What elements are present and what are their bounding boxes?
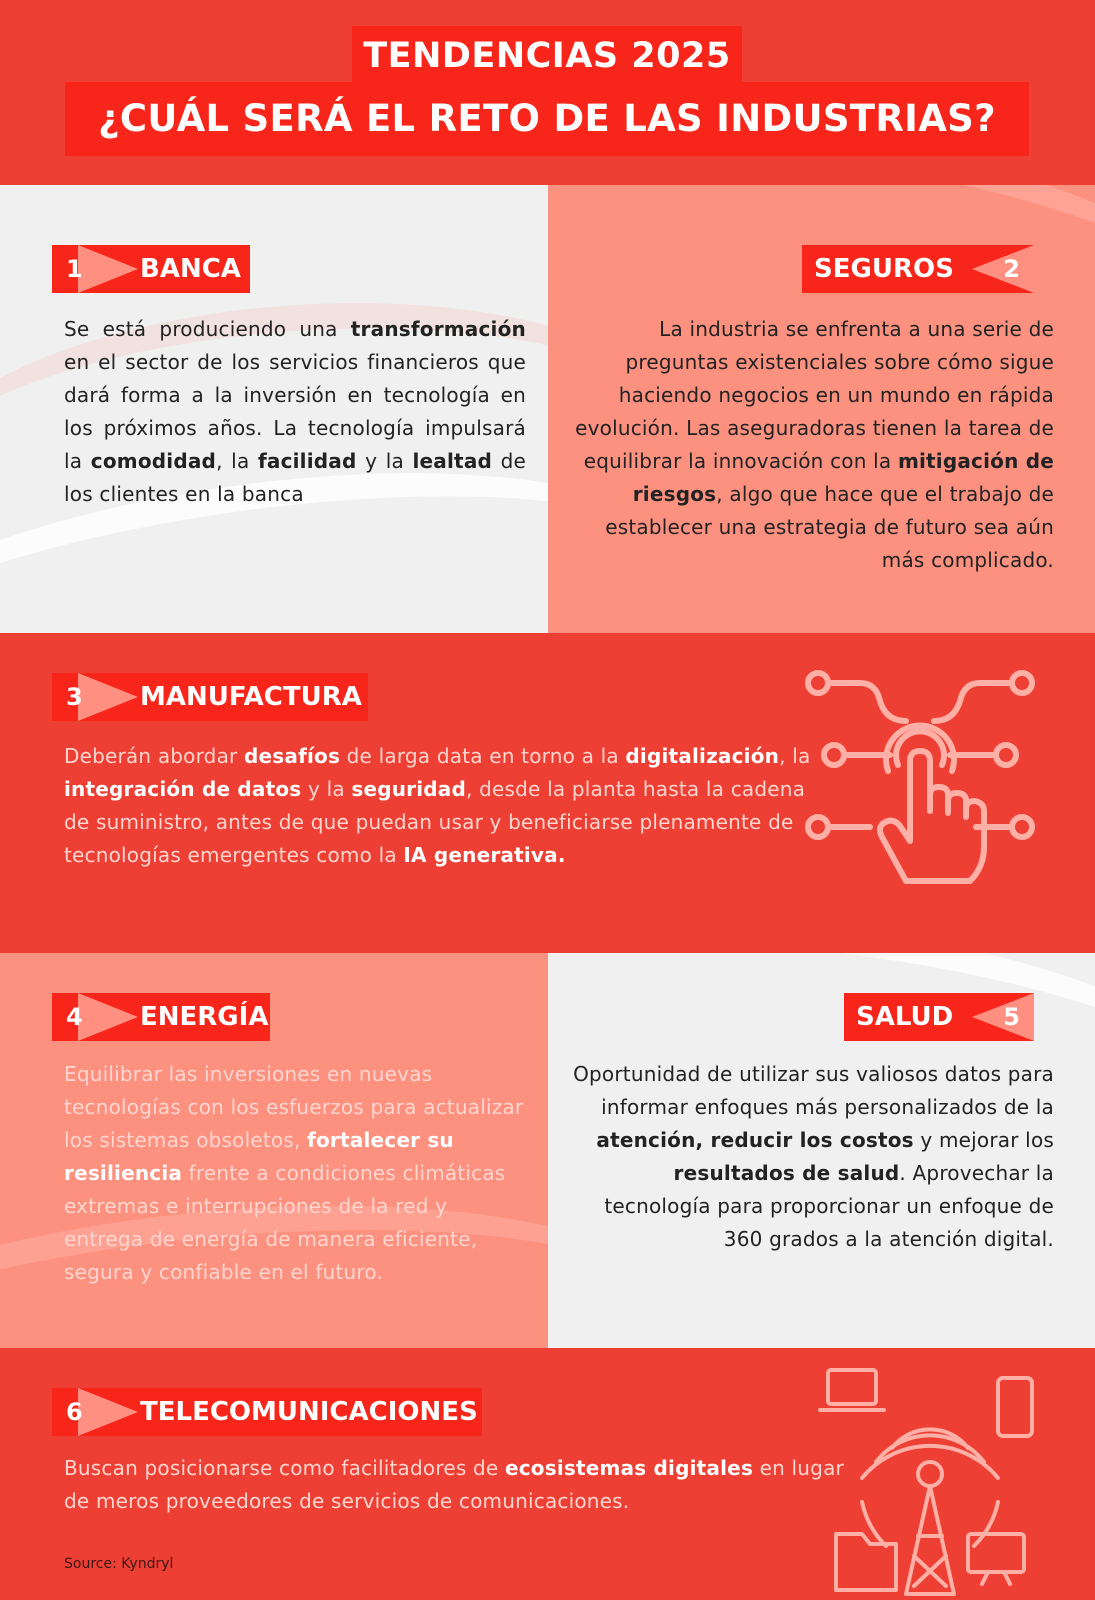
- label-salud: [844, 993, 1034, 1041]
- header: [0, 0, 1095, 185]
- section-text: Equilibrar las inversiones en nuevas tecnologías con los esfuerzos para actualizar los sistemas obsoletos, fortalecer su resiliencia frente a condiciones climáticas extremas e interrupciones de la red y entrega de energía de manera eficiente, segura y confiable en el futuro.: [64, 1062, 524, 1284]
- emphasis-text: comodidad: [90, 449, 217, 473]
- section-text: La industria se enfrenta a una serie de preguntas existenciales sobre cómo sigue haciendo negocios en un mundo en rápida evolución. Las aseguradoras tienen la tarea de equilibrar la innovación con la mitigación de riesgos, algo que hace que el trabajo de establecer una estrategia de futuro sea aún más complicado.: [575, 317, 1054, 572]
- emphasis-text: fortalecer su resiliencia: [64, 1128, 454, 1185]
- section-text: Se está produciendo una transformación en el sector de los servicios financieros que dará forma a la inversión en tecnología en los próximos años. La tecnología impulsará la comodidad, la facilidad y la lealtad de los clientes en la banca: [64, 317, 526, 506]
- section-title: BANCA: [140, 254, 241, 284]
- section-telecom: [0, 1348, 1095, 1600]
- section-text: Buscan posicionarse como facilitadores de ecosistemas digitales en lugar de meros proveedores de servicios de comunicaciones.: [64, 1456, 844, 1513]
- section-title: TELECOMUNICACIONES: [140, 1397, 478, 1427]
- emphasis-text: facilidad: [257, 449, 357, 473]
- section-title: SEGUROS: [814, 254, 954, 284]
- section-manufactura: [0, 633, 1095, 953]
- section-number: 5: [1003, 1003, 1020, 1031]
- label-seguros: [802, 245, 1034, 293]
- emphasis-text: mitigación de riesgos: [632, 449, 1054, 506]
- antenna-devices-icon: [818, 1366, 1038, 1596]
- source-note: Source: Kyndryl: [64, 1556, 174, 1572]
- label-banca: [52, 245, 250, 293]
- section-seguros: [548, 185, 1095, 633]
- section-number: 6: [66, 1398, 83, 1426]
- emphasis-text: lealtad: [412, 449, 493, 473]
- title-line2: ¿CUÁL SERÁ EL RETO DE LAS INDUSTRIAS?: [65, 82, 1029, 156]
- section-number: 4: [66, 1003, 83, 1031]
- section-salud: [548, 953, 1095, 1348]
- section-number: 3: [66, 683, 83, 711]
- label-telecom: [52, 1388, 482, 1436]
- emphasis-text: resultados de salud: [673, 1161, 900, 1185]
- section-title: MANUFACTURA: [140, 682, 362, 712]
- emphasis-text: integración de datos: [64, 777, 302, 801]
- emphasis-text: transformación: [350, 317, 526, 341]
- touch-circuit-hand-icon: [800, 661, 1040, 901]
- label-energia: [52, 993, 270, 1041]
- emphasis-text: ecosistemas digitales: [504, 1456, 754, 1480]
- section-text: Oportunidad de utilizar sus valiosos datos para informar enfoques más personalizados de la atención, reducir los costos y mejorar los resultados de salud. Aprovechar la tecnología para proporcionar un enfoque de 360 grados a la atención digital.: [573, 1062, 1054, 1251]
- section-banca: [0, 185, 548, 633]
- section-number: 2: [1003, 255, 1020, 283]
- section-text: Deberán abordar desafíos de larga data en torno a la digitalización, la integración de datos y la seguridad, desde la planta hasta la cadena de suministro, antes de que puedan usar y beneficiarse plenamente de tecnologías emergentes como la IA generativa.: [64, 744, 811, 867]
- emphasis-text: atención, reducir los costos: [596, 1128, 914, 1152]
- section-energia: [0, 953, 548, 1348]
- label-manufactura: [52, 673, 368, 721]
- emphasis-text: seguridad: [351, 777, 467, 801]
- emphasis-text: IA generativa.: [403, 843, 566, 867]
- section-title: ENERGÍA: [140, 1002, 269, 1032]
- section-title: SALUD: [856, 1002, 954, 1032]
- emphasis-text: desafíos: [244, 744, 341, 768]
- section-number: 1: [66, 255, 83, 283]
- title-line1: TENDENCIAS 2025: [352, 26, 742, 84]
- emphasis-text: digitalización: [625, 744, 780, 768]
